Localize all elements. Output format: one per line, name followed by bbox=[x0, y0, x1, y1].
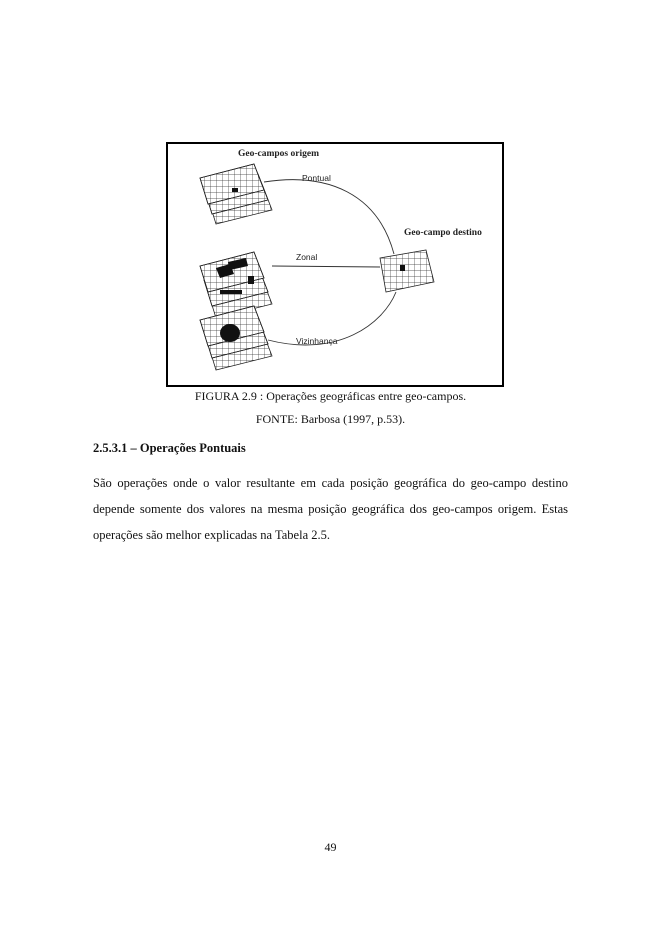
vizinhanca-grid-stack bbox=[200, 306, 272, 370]
target-field-title: Geo-campo destino bbox=[404, 228, 482, 238]
body-paragraph: São operações onde o valor resultante em cada posição geográfica do geo-campo destino depende somente dos valores na mesma posição geográfica dos geo-campos origem. Estas operações são melhor explicadas na Tabela 2.5. bbox=[93, 476, 568, 542]
zonal-label: Zonal bbox=[296, 252, 318, 262]
geo-operations-diagram bbox=[168, 144, 502, 385]
figure-diagram bbox=[166, 142, 504, 387]
zonal-grid-stack bbox=[200, 252, 272, 318]
pontual-grid-stack bbox=[200, 164, 272, 224]
connector-lines bbox=[264, 180, 396, 345]
figure-source: FONTE: Barbosa (1997, p.53). bbox=[255, 412, 406, 426]
vizinhanca-label: Vizinhança bbox=[296, 336, 338, 346]
figure-caption: FIGURA 2.9 : Operações geográficas entre geo-campos. bbox=[194, 389, 467, 403]
source-fields-title: Geo-campos origem bbox=[238, 149, 319, 159]
section-heading: 2.5.3.1 – Operações Pontuais bbox=[93, 441, 246, 455]
pontual-label: Pontual bbox=[302, 173, 331, 183]
destination-grid bbox=[380, 250, 434, 292]
page-number: 49 bbox=[324, 840, 337, 854]
